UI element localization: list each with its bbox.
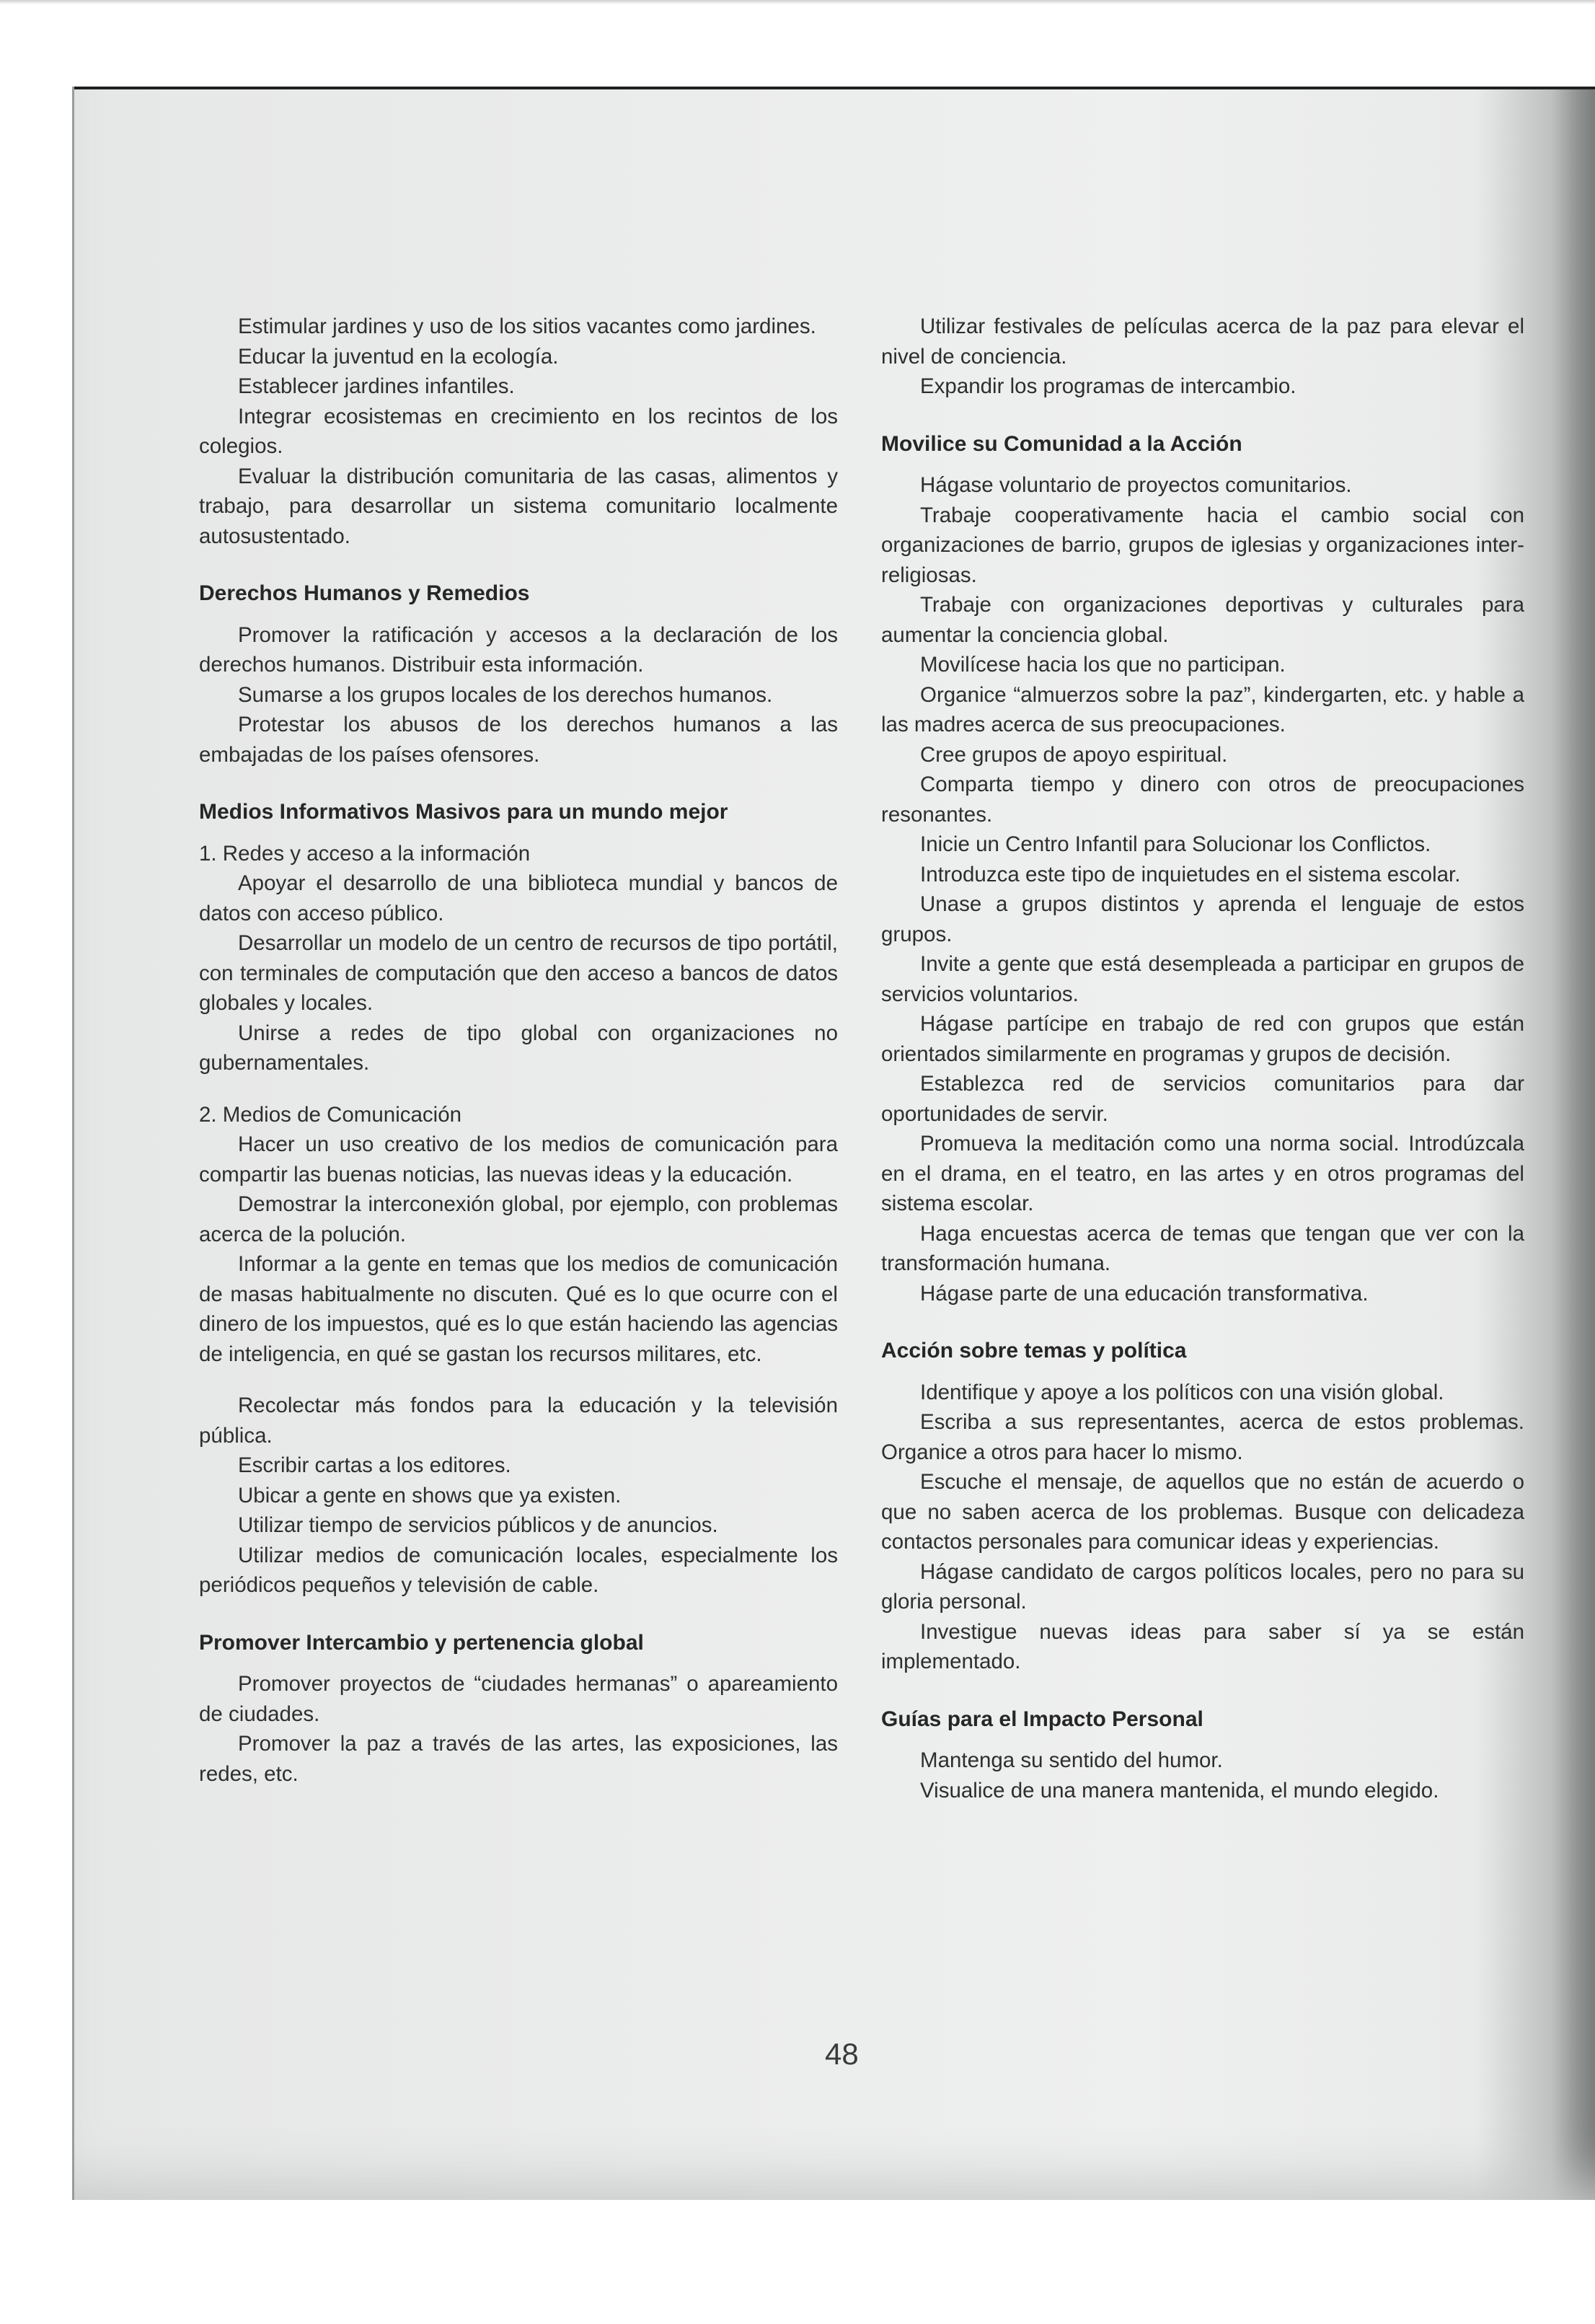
paragraph: Introduzca este tipo de inquietudes en el sistema escolar. <box>920 862 1461 886</box>
paragraph: Hágase parte de una educación transformativa. <box>920 1281 1369 1306</box>
section-heading-movilice: Movilice su Comunidad a la Acción <box>881 431 1242 456</box>
section-heading-medios: Medios Informativos Masivos para un mundo mejor <box>199 800 728 824</box>
section-heading-intercambio: Promover Intercambio y pertenencia global <box>199 1630 644 1655</box>
paragraph: Identifique y apoye a los políticos con una visión global. <box>920 1380 1444 1404</box>
paragraph: Haga encuestas acerca de temas que tengan que ver con la transformación humana. <box>881 1221 1524 1275</box>
section-heading-guias: Guías para el Impacto Personal <box>881 1707 1203 1731</box>
paragraph: Educar la juventud en la ecología. <box>238 344 559 369</box>
paragraph: Promover la paz a través de las artes, las exposiciones, las redes, etc. <box>199 1732 838 1786</box>
section-heading-derechos: Derechos Humanos y Remedios <box>199 581 530 605</box>
paragraph: Escribir cartas a los editores. <box>238 1453 511 1477</box>
paragraph: Establecer jardines infantiles. <box>238 374 515 398</box>
scan-edge <box>0 0 1595 4</box>
paragraph: Investigue nuevas ideas para saber sí ya se están implementado. <box>881 1619 1524 1673</box>
paragraph: Promover la ratificación y accesos a la declaración de los derechos humanos. Distribuir esta información. <box>199 622 838 677</box>
paragraph: Hacer un uso creativo de los medios de comunicación para compartir las buenas noticias, las nuevas ideas y la educación. <box>199 1132 838 1187</box>
paragraph: Visualice de una manera mantenida, el mundo elegido. <box>920 1778 1439 1803</box>
paragraph: Desarrollar un modelo de un centro de recursos de tipo portátil, con terminales de computación que den acceso a bancos de datos globales y locales. <box>199 931 838 1015</box>
paragraph: Promueva la meditación como una norma social. Introdúzcala en el drama, en el teatro, en las artes y en otros programas del sistema escolar. <box>881 1132 1524 1215</box>
paragraph: Utilizar tiempo de servicios públicos y de anuncios. <box>238 1513 718 1537</box>
spacer <box>199 1078 838 1100</box>
paragraph: Trabaje con organizaciones deportivas y culturales para aumentar la conciencia global. <box>881 593 1524 647</box>
subsection-title: 1. Redes y acceso a la información <box>199 841 531 866</box>
paragraph: Cree grupos de apoyo espiritual. <box>920 742 1228 767</box>
paragraph: Estimular jardines y uso de los sitios vacantes como jardines. <box>238 314 816 338</box>
paragraph: Apoyar el desarrollo de una biblioteca mundial y bancos de datos con acceso público. <box>199 871 838 925</box>
paragraph: Trabaje cooperativamente hacia el cambio social con organizaciones de barrio, grupos de iglesias y organizaciones inter-religiosas. <box>881 503 1524 587</box>
paragraph: Invite a gente que está desempleada a participar en grupos de servicios voluntarios. <box>881 952 1524 1006</box>
paragraph: Integrar ecosistemas en crecimiento en los recintos de los colegios. <box>199 404 838 458</box>
paragraph: Comparta tiempo y dinero con otros de preocupaciones resonantes. <box>881 773 1524 827</box>
paragraph: Unase a grupos distintos y aprenda el lenguaje de estos grupos. <box>881 892 1524 946</box>
paragraph: Organice “almuerzos sobre la paz”, kindergarten, etc. y hable a las madres acerca de sus preocupaciones. <box>881 682 1524 736</box>
paragraph: Utilizar festivales de películas acerca de la paz para elevar el nivel de conciencia. <box>881 314 1524 369</box>
paragraph: Ubicar a gente en shows que ya existen. <box>238 1483 622 1507</box>
spacer <box>199 1369 838 1391</box>
paragraph: Hágase candidato de cargos políticos locales, pero no para su gloria personal. <box>881 1559 1524 1614</box>
paragraph: Demostrar la interconexión global, por ejemplo, con problemas acerca de la polución. <box>199 1192 838 1246</box>
paragraph: Escriba a sus representantes, acerca de estos problemas. Organice a otros para hacer lo mismo. <box>881 1410 1524 1464</box>
paragraph: Movilícese hacia los que no participan. <box>920 653 1286 677</box>
paragraph: Recolectar más fondos para la educación y la televisión pública. <box>199 1394 838 1448</box>
right-column <box>881 312 1524 1805</box>
paragraph: Expandir los programas de intercambio. <box>920 374 1296 398</box>
paragraph: Utilizar medios de comunicación locales, especialmente los periódicos pequeños y televisión de cable. <box>199 1543 838 1597</box>
paragraph: Hágase voluntario de proyectos comunitarios. <box>920 473 1352 497</box>
subsection-title: 2. Medios de Comunicación <box>199 1102 462 1127</box>
paragraph: Sumarse a los grupos locales de los derechos humanos. <box>238 682 773 707</box>
left-column <box>199 312 838 1789</box>
paragraph: Protestar los abusos de los derechos humanos a las embajadas de los países ofensores. <box>199 713 838 767</box>
page-number: 48 <box>825 2037 859 2071</box>
paragraph: Unirse a redes de tipo global con organizaciones no gubernamentales. <box>199 1021 838 1075</box>
paragraph: Promover proyectos de “ciudades hermanas” o apareamiento de ciudades. <box>199 1672 838 1726</box>
paragraph: Inicie un Centro Infantil para Solucionar los Conflictos. <box>920 832 1431 856</box>
section-heading-accion: Acción sobre temas y política <box>881 1339 1187 1363</box>
paragraph: Establezca red de servicios comunitarios para dar oportunidades de servir. <box>881 1072 1524 1126</box>
paragraph: Escuche el mensaje, de aquellos que no están de acuerdo o que no saben acerca de los problemas. Busque con delicadeza contactos personales para comunicar ideas y experiencias. <box>881 1470 1524 1554</box>
paragraph: Evaluar la distribución comunitaria de las casas, alimentos y trabajo, para desarrollar un sistema comunitario localmente autosustentado. <box>199 464 838 548</box>
paragraph: Hágase partícipe en trabajo de red con grupos que están orientados similarmente en programas y grupos de decisión. <box>881 1012 1524 1066</box>
paragraph: Mantenga su sentido del humor. <box>920 1748 1223 1772</box>
paragraph: Informar a la gente en temas que los medios de comunicación de masas habitualmente no discuten. Qué es lo que ocurre con el dinero de los impuestos, qué es lo que están haciendo las agencias de inteligencia, en qué se gastan los recursos militares, etc. <box>199 1252 838 1366</box>
